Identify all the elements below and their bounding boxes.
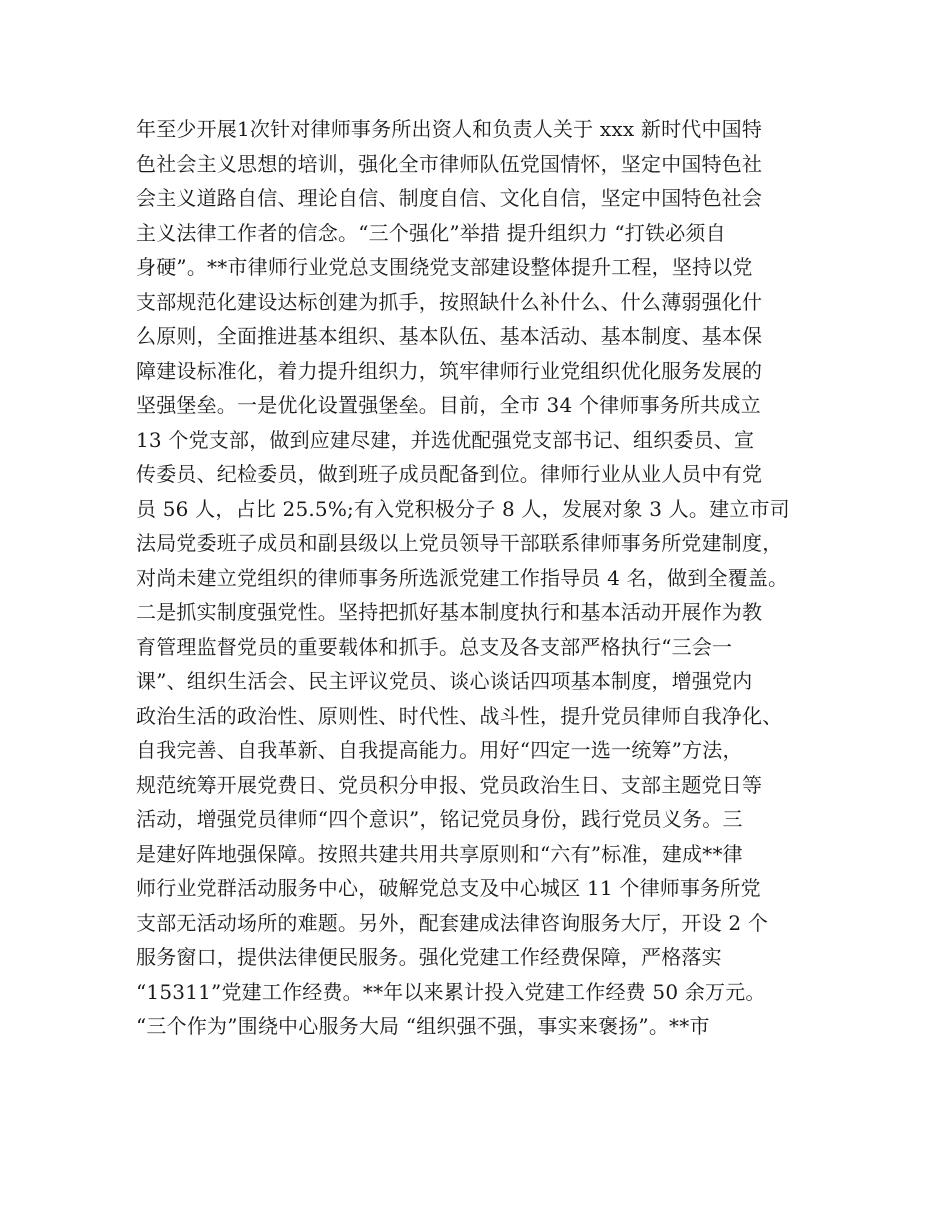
text-line-22: 是建好阵地强保障。按照共建共用共享原则和“六有”标准，建成**律: [136, 841, 743, 866]
body-text: [136, 112, 836, 1044]
text-line-14: 对尚未建立党组织的律师事务所选派党建工作指导员 4 名，做到全覆盖。: [136, 565, 789, 590]
text-line-12: 员 56 人，占比 25.5%;有入党积极分子 8 人，发展对象 3 人。建立市司: [136, 496, 790, 521]
text-line-25: 服务窗口，提供法律便民服务。强化党建工作经费保障，严格落实: [136, 945, 722, 969]
text-line-2: 色社会主义思想的培训，强化全市律师队伍党国情怀，坚定中国特色社: [136, 151, 763, 176]
text-line-5: 身硬”。**市律师行业党总支围绕党支部建设整体提升工程，坚持以党: [136, 255, 753, 279]
text-line-21: 活动，增强党员律师“四个意识”，铭记党员身份，践行党员义务。三: [136, 807, 743, 831]
text-line-23: 师行业党群活动服务中心，破解党总支及中心城区 11 个律师事务所党: [136, 876, 761, 900]
text-line-20: 规范统筹开展党费日、党员积分申报、党员政治生日、支部主题党日等: [136, 772, 763, 797]
text-line-8: 障建设标准化，着力提升组织力，筑牢律师行业党组织优化服务发展的: [136, 358, 763, 383]
text-line-16: 育管理监督党员的重要载体和抓手。总支及各支部严格执行“三会一: [136, 634, 733, 659]
text-line-15: 二是抓实制度强党性。坚持把抓好基本制度执行和基本活动开展作为教: [136, 600, 763, 624]
text-line-9: 坚强堡垒。一是优化设置强堡垒。目前，全市 34 个律师事务所共成立: [136, 393, 761, 417]
text-line-27: “三个作为”围绕中心服务大局 “组织强不强，事实来褒扬”。**市: [136, 1014, 710, 1038]
text-line-13: 法局党委班子成员和副县级以上党员领导干部联系律师事务所党建制度，: [136, 531, 783, 555]
text-line-26: “15311”党建工作经费。**年以来累计投入党建工作经费 50 余万元。: [136, 979, 766, 1004]
text-line-10: 13 个党支部，做到应建尽建，并选优配强党支部书记、组织委员、宣: [136, 427, 755, 452]
text-line-7: 么原则，全面推进基本组织、基本队伍、基本活动、基本制度、基本保: [136, 324, 763, 348]
text-line-17: 课”、组织生活会、民主评议党员、谈心谈话四项基本制度，增强党内: [136, 669, 753, 693]
text-line-18: 政治生活的政治性、原则性、时代性、战斗性，提升党员律师自我净化、: [136, 703, 783, 728]
text-line-4: 主义法律工作者的信念。“三个强化”举措 提升组织力 “打铁必须自: [136, 220, 726, 245]
text-line-11: 传委员、纪检委员，做到班子成员配备到位。律师行业从业人员中有党: [136, 462, 763, 486]
text-line-1: 年至少开展1次针对律师事务所出资人和负责人关于 xxx 新时代中国特: [136, 117, 763, 141]
text-line-19: 自我完善、自我革新、自我提高能力。用好“四定一选一统筹”方法，: [136, 738, 743, 762]
text-line-3: 会主义道路自信、理论自信、制度自信、文化自信，坚定中国特色社会: [136, 186, 763, 210]
text-line-24: 支部无活动场所的难题。另外，配套建成法律咨询服务大厅，开设 2 个: [136, 910, 769, 935]
text-line-6: 支部规范化建设达标创建为抓手，按照缺什么补什么、什么薄弱强化什: [136, 289, 763, 314]
